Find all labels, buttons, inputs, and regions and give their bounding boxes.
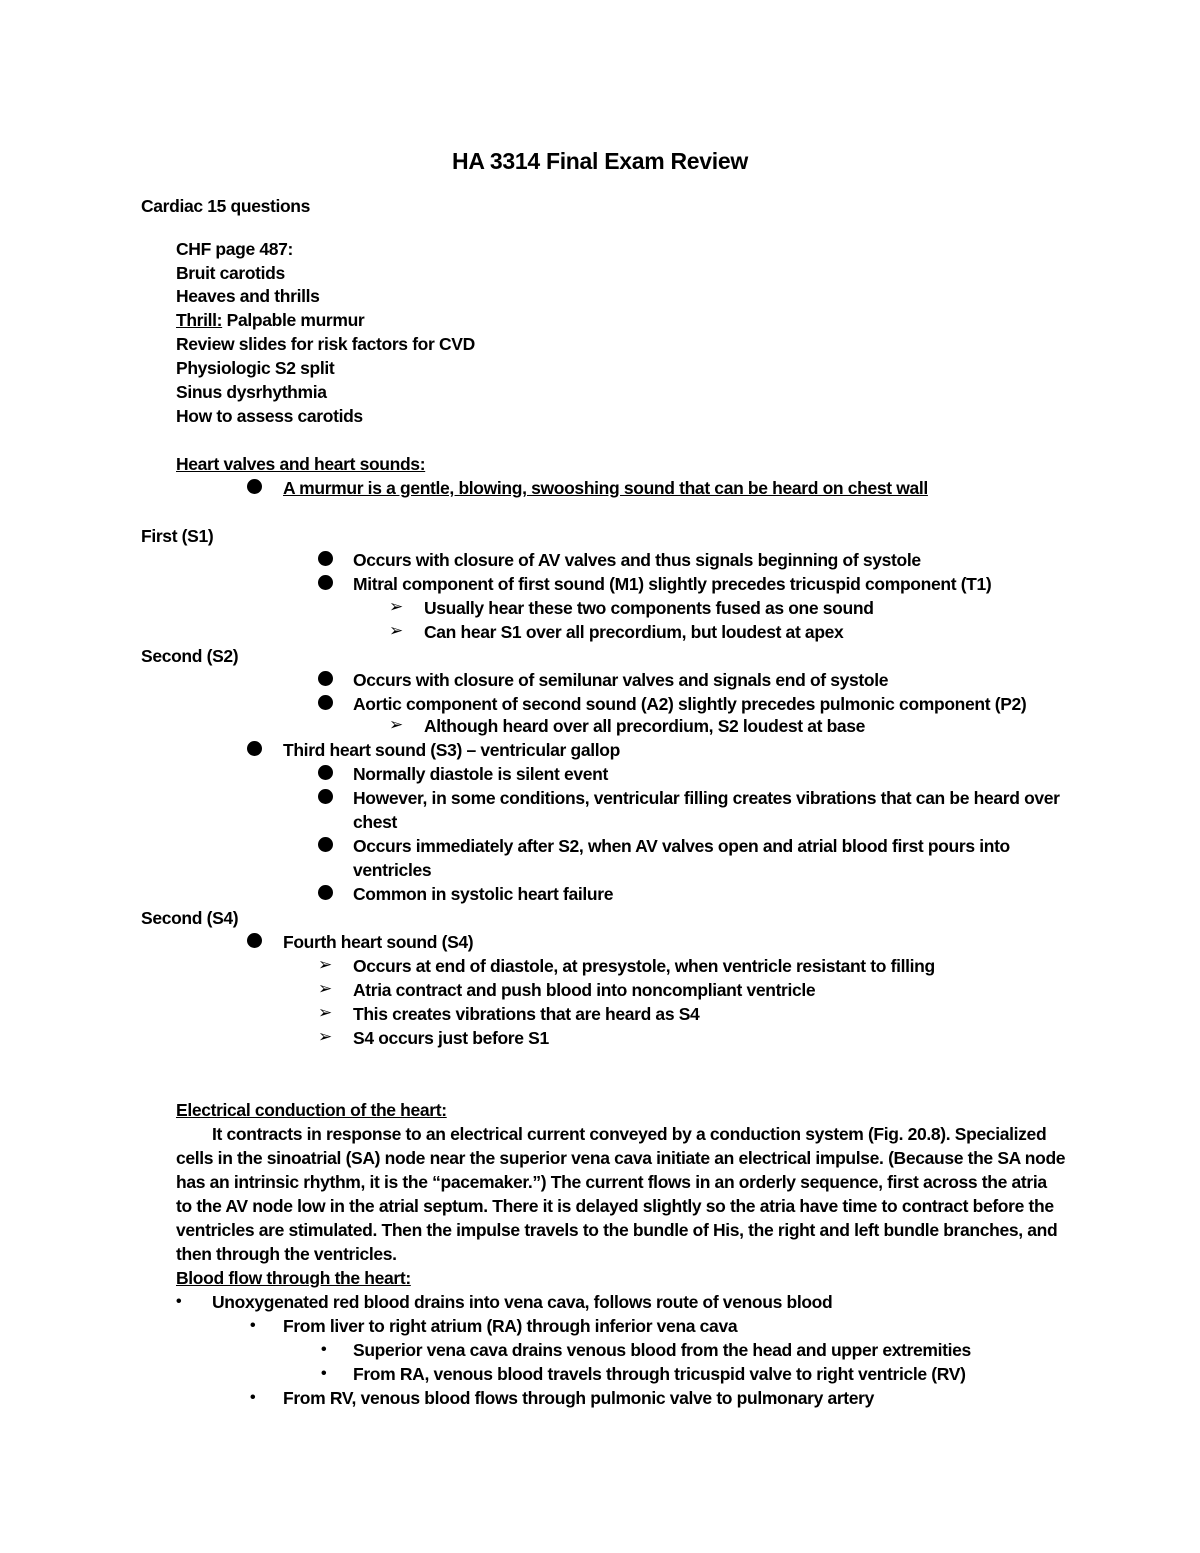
s3-bullet: Common in systolic heart failure [353,884,614,904]
cardiac-heading: Cardiac 15 questions [141,196,311,216]
bullet-dot-icon [318,885,333,900]
topic-chf: CHF page 487: [176,239,294,259]
small-bullet-icon: • [250,1317,256,1334]
s1-sub: Can hear S1 over all precordium, but loudest at apex [424,622,844,642]
arrow-bullet-icon: ➢ [318,979,333,998]
bullet-dot-icon [247,933,262,948]
s3-heading: Third heart sound (S3) – ventricular gallop [283,740,620,760]
blood-flow-item: From liver to right atrium (RA) through inferior vena cava [283,1316,738,1336]
murmur-text: A murmur is a gentle, blowing, swooshing sound that can be heard on chest wall [283,478,928,498]
topic-heaves: Heaves and thrills [176,286,320,306]
arrow-bullet-icon: ➢ [389,597,404,616]
bullet-dot-icon [247,479,262,494]
blood-flow-item: From RV, venous blood flows through pulmonic valve to pulmonary artery [283,1388,875,1408]
topic-sinus: Sinus dysrhythmia [176,382,327,402]
s4-sub: S4 occurs just before S1 [353,1028,549,1048]
bullet-dot-icon [318,575,333,590]
s1-bullet: Occurs with closure of AV valves and thus signals beginning of systole [353,550,921,570]
topic-carotids: How to assess carotids [176,406,363,426]
electrical-heading: Electrical conduction of the heart: [176,1100,447,1120]
bullet-dot-icon [247,741,262,756]
s2-label: Second (S2) [141,646,239,666]
s1-label: First (S1) [141,526,214,546]
arrow-bullet-icon: ➢ [389,715,404,734]
small-bullet-icon: • [321,1341,327,1358]
blood-flow-heading: Blood flow through the heart: [176,1268,411,1288]
heart-sounds-heading: Heart valves and heart sounds: [176,454,426,474]
s1-sub: Usually hear these two components fused as one sound [424,598,874,618]
small-bullet-icon: • [250,1389,256,1406]
bullet-dot-icon [318,671,333,686]
s2-bullet: Occurs with closure of semilunar valves and signals end of systole [353,670,889,690]
s4-sub: Occurs at end of diastole, at presystole, when ventricle resistant to filling [353,956,935,976]
topic-s2-split: Physiologic S2 split [176,358,335,378]
s4-heading: Fourth heart sound (S4) [283,932,474,952]
blood-flow-item: From RA, venous blood travels through tricuspid valve to right ventricle (RV) [353,1364,966,1384]
topic-bruit: Bruit carotids [176,263,285,283]
s1-bullet: Mitral component of first sound (M1) slightly precedes tricuspid component (T1) [353,574,992,594]
bullet-dot-icon [318,551,333,566]
blood-flow-item: Unoxygenated red blood drains into vena cava, follows route of venous blood [212,1292,833,1312]
s4-label: Second (S4) [141,908,239,928]
s2-sub: Although heard over all precordium, S2 loudest at base [424,716,866,736]
small-bullet-icon: • [176,1293,182,1310]
bullet-dot-icon [318,837,333,852]
bullet-dot-icon [318,765,333,780]
s4-sub: Atria contract and push blood into noncompliant ventricle [353,980,816,1000]
s2-bullet: Aortic component of second sound (A2) slightly precedes pulmonic component (P2) [353,694,1027,714]
arrow-bullet-icon: ➢ [318,955,333,974]
small-bullet-icon: • [321,1365,327,1382]
arrow-bullet-icon: ➢ [318,1027,333,1046]
topic-risk-factors: Review slides for risk factors for CVD [176,334,475,354]
s4-sub: This creates vibrations that are heard as S4 [353,1004,700,1024]
s3-bullet: Normally diastole is silent event [353,764,608,784]
s3-bullet-cont: ventricles [353,860,432,880]
electrical-paragraph: It contracts in response to an electrical current conveyed by a conduction system (Fig. 20.8). Specialized cells in the sinoatrial (SA) node near the superior vena cava initiate an electrical impulse. (Because the SA node has an intrinsic rhythm, it is the “pacemaker.”) The current flows in an orderly sequence, first across the atria to the AV node low in the atrial septum. There it is delayed slightly so the atria have time to contract before the ventricles are stimulated. Then the impulse travels to the bundle of His, the right and left bundle branches, and then through the ventricles. [176,1124,1066,1264]
blood-flow-item: Superior vena cava drains venous blood from the head and upper extremities [353,1340,971,1360]
s3-bullet: Occurs immediately after S2, when AV valves open and atrial blood first pours into [353,836,1010,856]
arrow-bullet-icon: ➢ [389,621,404,640]
thrill-text: Palpable murmur [222,310,365,330]
bullet-dot-icon [318,695,333,710]
bullet-dot-icon [318,789,333,804]
topic-thrill [176,308,364,332]
s3-bullet-cont: chest [353,812,397,832]
s3-bullet: However, in some conditions, ventricular filling creates vibrations that can be heard over [353,788,1060,808]
arrow-bullet-icon: ➢ [318,1003,333,1022]
thrill-label: Thrill: [176,310,223,330]
page-title: HA 3314 Final Exam Review [452,148,748,174]
